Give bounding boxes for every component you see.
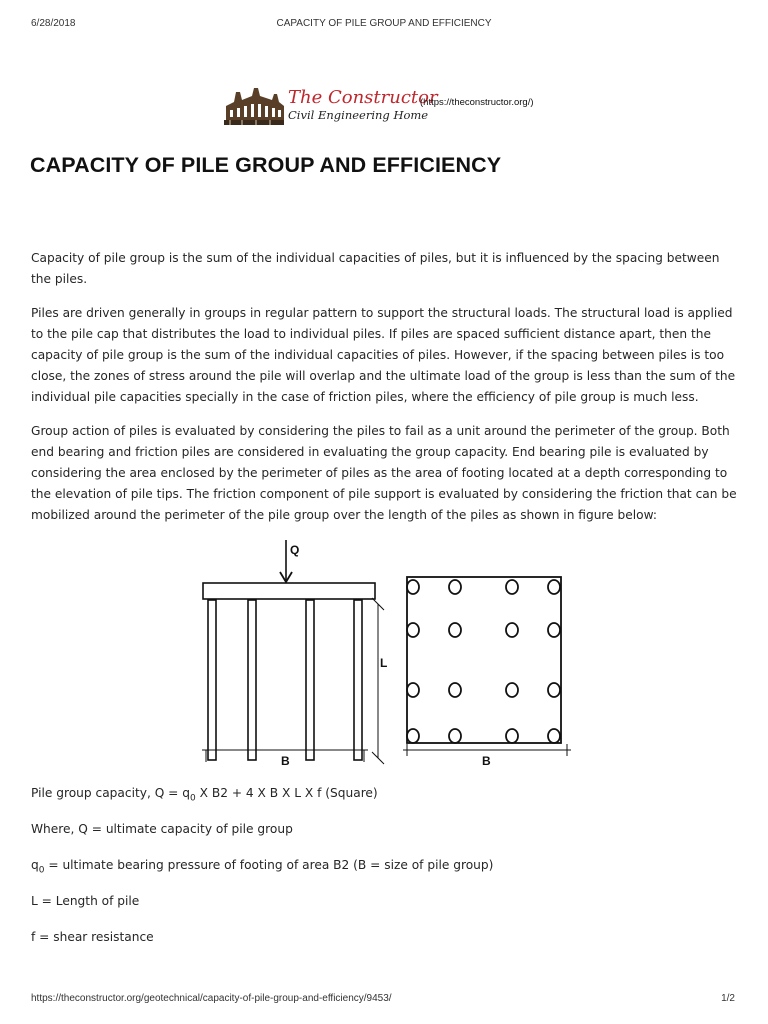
length-dimension — [372, 598, 384, 764]
width-label-elevation: B — [281, 754, 290, 768]
pile-3 — [306, 600, 314, 760]
length-label: L — [380, 656, 388, 670]
page-number: 1/2 — [721, 993, 735, 1004]
pile-circles — [407, 580, 560, 743]
pile-group-diagram — [196, 536, 588, 772]
plan-view — [403, 577, 571, 756]
building-logo-icon — [222, 84, 286, 128]
formula-q0-definition: $q_0$ = ultimate bearing pressure of footing of area B2 (B = size of pile group) — [31, 858, 494, 876]
paragraph-group-action: Group action of piles is evaluated by considering the piles to fail as a unit around the perimeter of the group. Both end bearing and friction piles are considered in evaluating the group capacity. End bearing pile is evaluated by considering the area enclosed by the perimeter of piles as the area of footing located at a depth corresponding to the elevation of pile tips. The friction component of pile support is evaluated by considering the friction that can be mobilized around the perimeter of the pile group over the length of the piles as shown in figure below: — [31, 424, 737, 522]
width-label-plan: B — [482, 754, 491, 768]
print-header — [0, 18, 768, 32]
pile-1 — [208, 600, 216, 760]
print-footer — [0, 993, 768, 1007]
paragraph-intro: Capacity of pile group is the sum of the individual capacities of piles, but it is influenced by the spacing between the piles. — [31, 251, 720, 286]
article-body — [31, 248, 741, 539]
pile-cap — [203, 583, 375, 599]
site-logo[interactable] — [222, 84, 562, 130]
load-label: Q — [290, 543, 300, 557]
logo-tagline: Civil Engineering Home — [288, 108, 429, 122]
pile-4 — [354, 600, 362, 760]
pile-group-figure — [196, 536, 588, 772]
formula-list — [31, 783, 741, 963]
pile-2 — [248, 600, 256, 760]
paragraph-pile-spacing: Piles are driven generally in groups in regular pattern to support the structural loads. The structural load is applied to the pile cap that distributes the load to individual piles. If piles are spaced sufficient distance apart, then the capacity of pile group is the sum of the individual capacities of piles. However, if the spacing between piles is too close, the zones of stress around the pile will overlap and the ultimate load of the group is less than the sum of the individual pile capacities specially in the case of friction piles, where the efficiency of pile group is much less. — [31, 306, 736, 404]
formula-length-definition: L = Length of pile — [31, 894, 140, 908]
logo-brand-name: The Constructor — [288, 87, 438, 108]
print-title: CAPACITY OF PILE GROUP AND EFFICIENCY — [276, 18, 492, 29]
plan-boundary — [407, 577, 561, 743]
logo-url[interactable]: (https://theconstructor.org/) — [420, 97, 534, 108]
print-date: 6/28/2018 — [31, 18, 76, 29]
formula-where: Where, Q = ultimate capacity of pile group — [31, 822, 293, 836]
formula-capacity: Pile group capacity, $Q = q_0$ X B2 + 4 X B X L X f (Square) — [31, 786, 378, 804]
footer-url[interactable]: https://theconstructor.org/geotechnical/capacity-of-pile-group-and-efficiency/9453/ — [31, 993, 392, 1004]
article-title: CAPACITY OF PILE GROUP AND EFFICIENCY — [30, 153, 502, 177]
formula-shear-definition: f = shear resistance — [31, 930, 154, 944]
elevation-view — [202, 540, 384, 764]
